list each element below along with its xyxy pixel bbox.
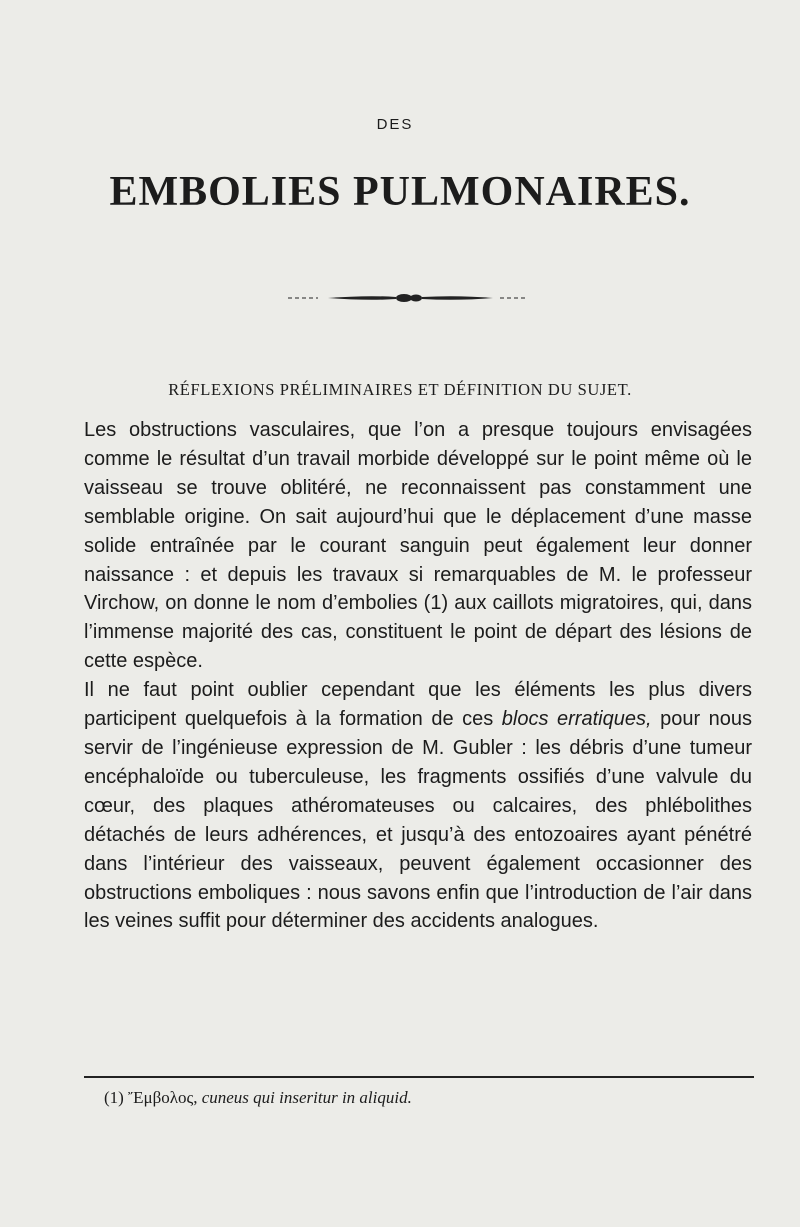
page-title: EMBOLIES PULMONAIRES. <box>109 169 691 215</box>
paragraph-1: Les obstructions vasculaires, que l’on a presque toujours envisagées comme le résultat d’un travail morbide développé sur le point même où le vaisseau se trouve oblitéré, ne reconnaissent pas constamment une semblable origine. On sait aujourd’hui que le déplacement d’une masse solide entraînée par le courant sanguin peut également leur donner naissance : et depuis les travaux si remarquables de M. le professeur Virchow, on donne le nom d’embolies (1) aux caillots migratoires, qui, dans l’immense majorité des cas, constituent le point de départ des lésions de cette espèce. <box>84 419 752 673</box>
footnote-latin: cuneus qui inseritur in aliquid. <box>201 1088 412 1107</box>
footnote-marker: (1) <box>104 1088 124 1107</box>
paragraph-2 <box>84 676 752 936</box>
footnote <box>104 1088 754 1108</box>
paragraph-2-text-b: pour nous servir de l’ingénieuse expression de M. Gubler : les débris d’une tumeur encéphaloïde ou tuberculeuse, les fragments ossifiés d’une valvule du cœur, des plaques athéromateuses ou calcaires, des phlébolithes détachés de leurs adhérences, et jusqu’à des entozoaires ayant pénétré dans l’intérieur des vaisseaux, peuvent également occasionner des obstructions emboliques : nous savons enfin que l’introduction de l’air dans les veines suffit pour déterminer des accidents analogues. <box>84 708 753 933</box>
ornament-divider <box>288 290 528 306</box>
paragraph-2-text-a: Il ne faut point oublier cependant que les éléments les plus divers participent quelquefois à la formation de ces <box>84 679 752 731</box>
footnote-greek: Ἔμβολος, <box>128 1088 198 1107</box>
footnote-rule <box>84 1076 754 1078</box>
section-heading: RÉFLEXIONS PRÉLIMINAIRES ET DÉFINITION DU SUJET. <box>168 380 632 399</box>
body-text <box>84 416 752 936</box>
paragraph-2-italic: blocs erratiques, <box>501 708 652 731</box>
overtitle: DES <box>376 116 414 133</box>
